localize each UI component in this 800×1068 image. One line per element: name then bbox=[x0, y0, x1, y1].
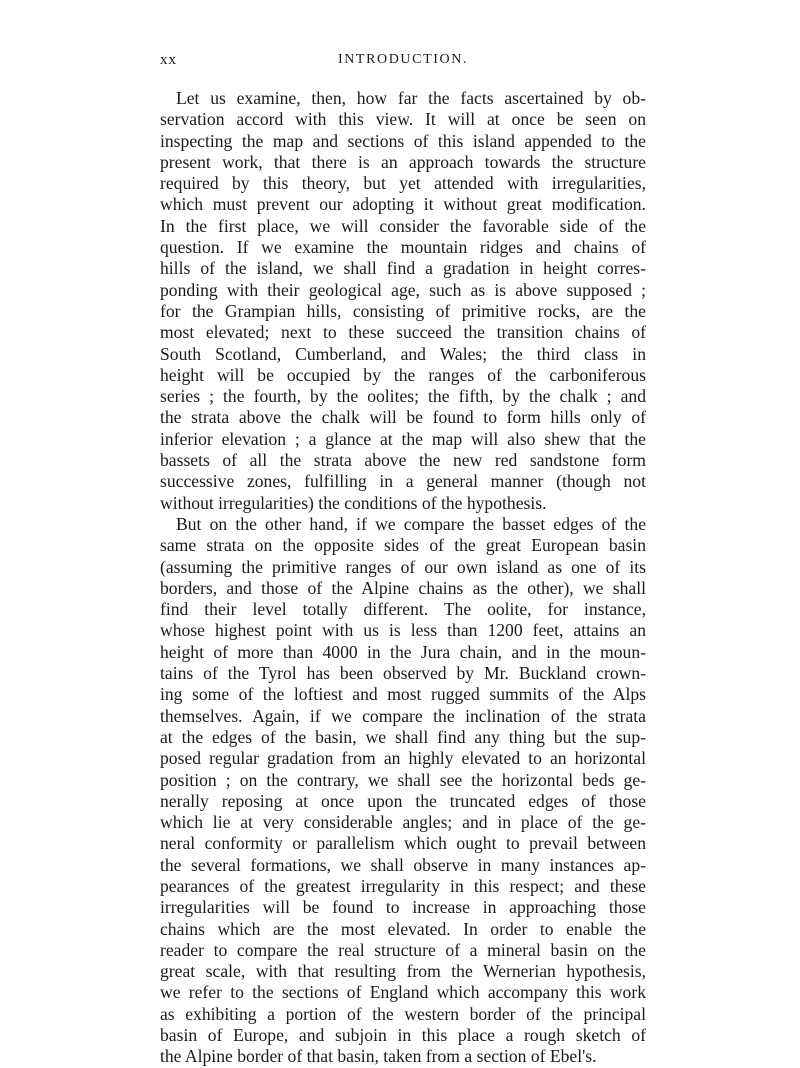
running-head bbox=[160, 52, 646, 74]
text-line: Let us examine, then, how far the facts ascertained by ob- bbox=[176, 88, 646, 108]
body-text bbox=[160, 88, 646, 1068]
text-line: the Alpine border of that basin, taken from a section of Ebel's. bbox=[160, 1046, 597, 1067]
text-line: posed regular gradation from an highly elevated to an horizontal bbox=[160, 748, 646, 769]
text-line: ponding with their geological age, such as is above supposed ; bbox=[160, 279, 646, 300]
text-line: bassets of all the strata above the new red sandstone form bbox=[160, 450, 646, 471]
text-line: But on the other hand, if we compare the basset edges of the bbox=[176, 513, 646, 534]
text-line: inferior elevation ; a glance at the map will also shew that the bbox=[160, 428, 646, 449]
text-line: pearances of the greatest irregularity in this respect; and these bbox=[160, 875, 646, 896]
text-line: without irregularities) the conditions of the hypothesis. bbox=[160, 492, 547, 513]
text-line: In the first place, we will consider the favorable side of the bbox=[160, 215, 646, 236]
text-line: at the edges of the basin, we shall find any thing but the sup- bbox=[160, 726, 646, 747]
text-line: for the Grampian hills, consisting of primitive rocks, are the bbox=[160, 300, 646, 321]
text-line: the several formations, we shall observe in many instances ap- bbox=[160, 854, 646, 875]
text-line: neral conformity or parallelism which ought to prevail between bbox=[160, 833, 646, 854]
text-line: position ; on the contrary, we shall see the horizontal beds ge- bbox=[160, 769, 646, 790]
text-line: inspecting the map and sections of this island appended to the bbox=[160, 130, 646, 151]
text-line: we refer to the sections of England which accompany this work bbox=[160, 982, 646, 1003]
text-line: great scale, with that resulting from the Wernerian hypothesis, bbox=[160, 961, 646, 982]
text-line: chains which are the most elevated. In order to enable the bbox=[160, 918, 646, 939]
text-line: basin of Europe, and subjoin in this place a rough sketch of bbox=[160, 1025, 646, 1046]
text-line: whose highest point with us is less than 1200 feet, attains an bbox=[160, 620, 646, 641]
text-line: question. If we examine the mountain ridges and chains of bbox=[160, 237, 646, 258]
text-line: reader to compare the real structure of a mineral basin on the bbox=[160, 939, 646, 960]
text-line: height of more than 4000 in the Jura chain, and in the moun- bbox=[160, 641, 646, 662]
text-line: height will be occupied by the ranges of the carboniferous bbox=[160, 364, 646, 385]
running-title: INTRODUCTION. bbox=[337, 52, 469, 67]
text-line: themselves. Again, if we compare the inclination of the strata bbox=[160, 705, 646, 726]
text-line: South Scotland, Cumberland, and Wales; the third class in bbox=[160, 343, 646, 364]
text-line: same strata on the opposite sides of the great European basin bbox=[160, 535, 646, 556]
text-line: borders, and those of the Alpine chains as the other), we shall bbox=[160, 577, 646, 598]
text-line: present work, that there is an approach towards the structure bbox=[160, 151, 646, 172]
page-number: xx bbox=[160, 52, 177, 68]
text-line: find their level totally different. The oolite, for instance, bbox=[160, 599, 646, 620]
text-line: nerally reposing at once upon the truncated edges of those bbox=[160, 790, 646, 811]
text-line: which must prevent our adopting it without great modification. bbox=[160, 194, 646, 215]
text-line: series ; the fourth, by the oolites; the fifth, by the chalk ; and bbox=[160, 386, 646, 407]
text-line: which lie at very considerable angles; and in place of the ge- bbox=[160, 812, 646, 833]
text-line: successive zones, fulfilling in a general manner (though not bbox=[160, 471, 646, 492]
text-line: required by this theory, but yet attended with irregularities, bbox=[160, 173, 646, 194]
text-line: tains of the Tyrol has been observed by Mr. Buckland crown- bbox=[160, 663, 646, 684]
text-line: the strata above the chalk will be found to form hills only of bbox=[160, 407, 646, 428]
text-line: most elevated; next to these succeed the transition chains of bbox=[160, 322, 646, 343]
text-line: as exhibiting a portion of the western border of the principal bbox=[160, 1003, 646, 1024]
text-line: ing some of the loftiest and most rugged summits of the Alps bbox=[160, 684, 646, 705]
text-line: irregularities will be found to increase in approaching those bbox=[160, 897, 646, 918]
text-line: servation accord with this view. It will at once be seen on bbox=[160, 109, 646, 130]
text-line: (assuming the primitive ranges of our own island as one of its bbox=[160, 556, 646, 577]
text-line: hills of the island, we shall find a gradation in height corres- bbox=[160, 258, 646, 279]
